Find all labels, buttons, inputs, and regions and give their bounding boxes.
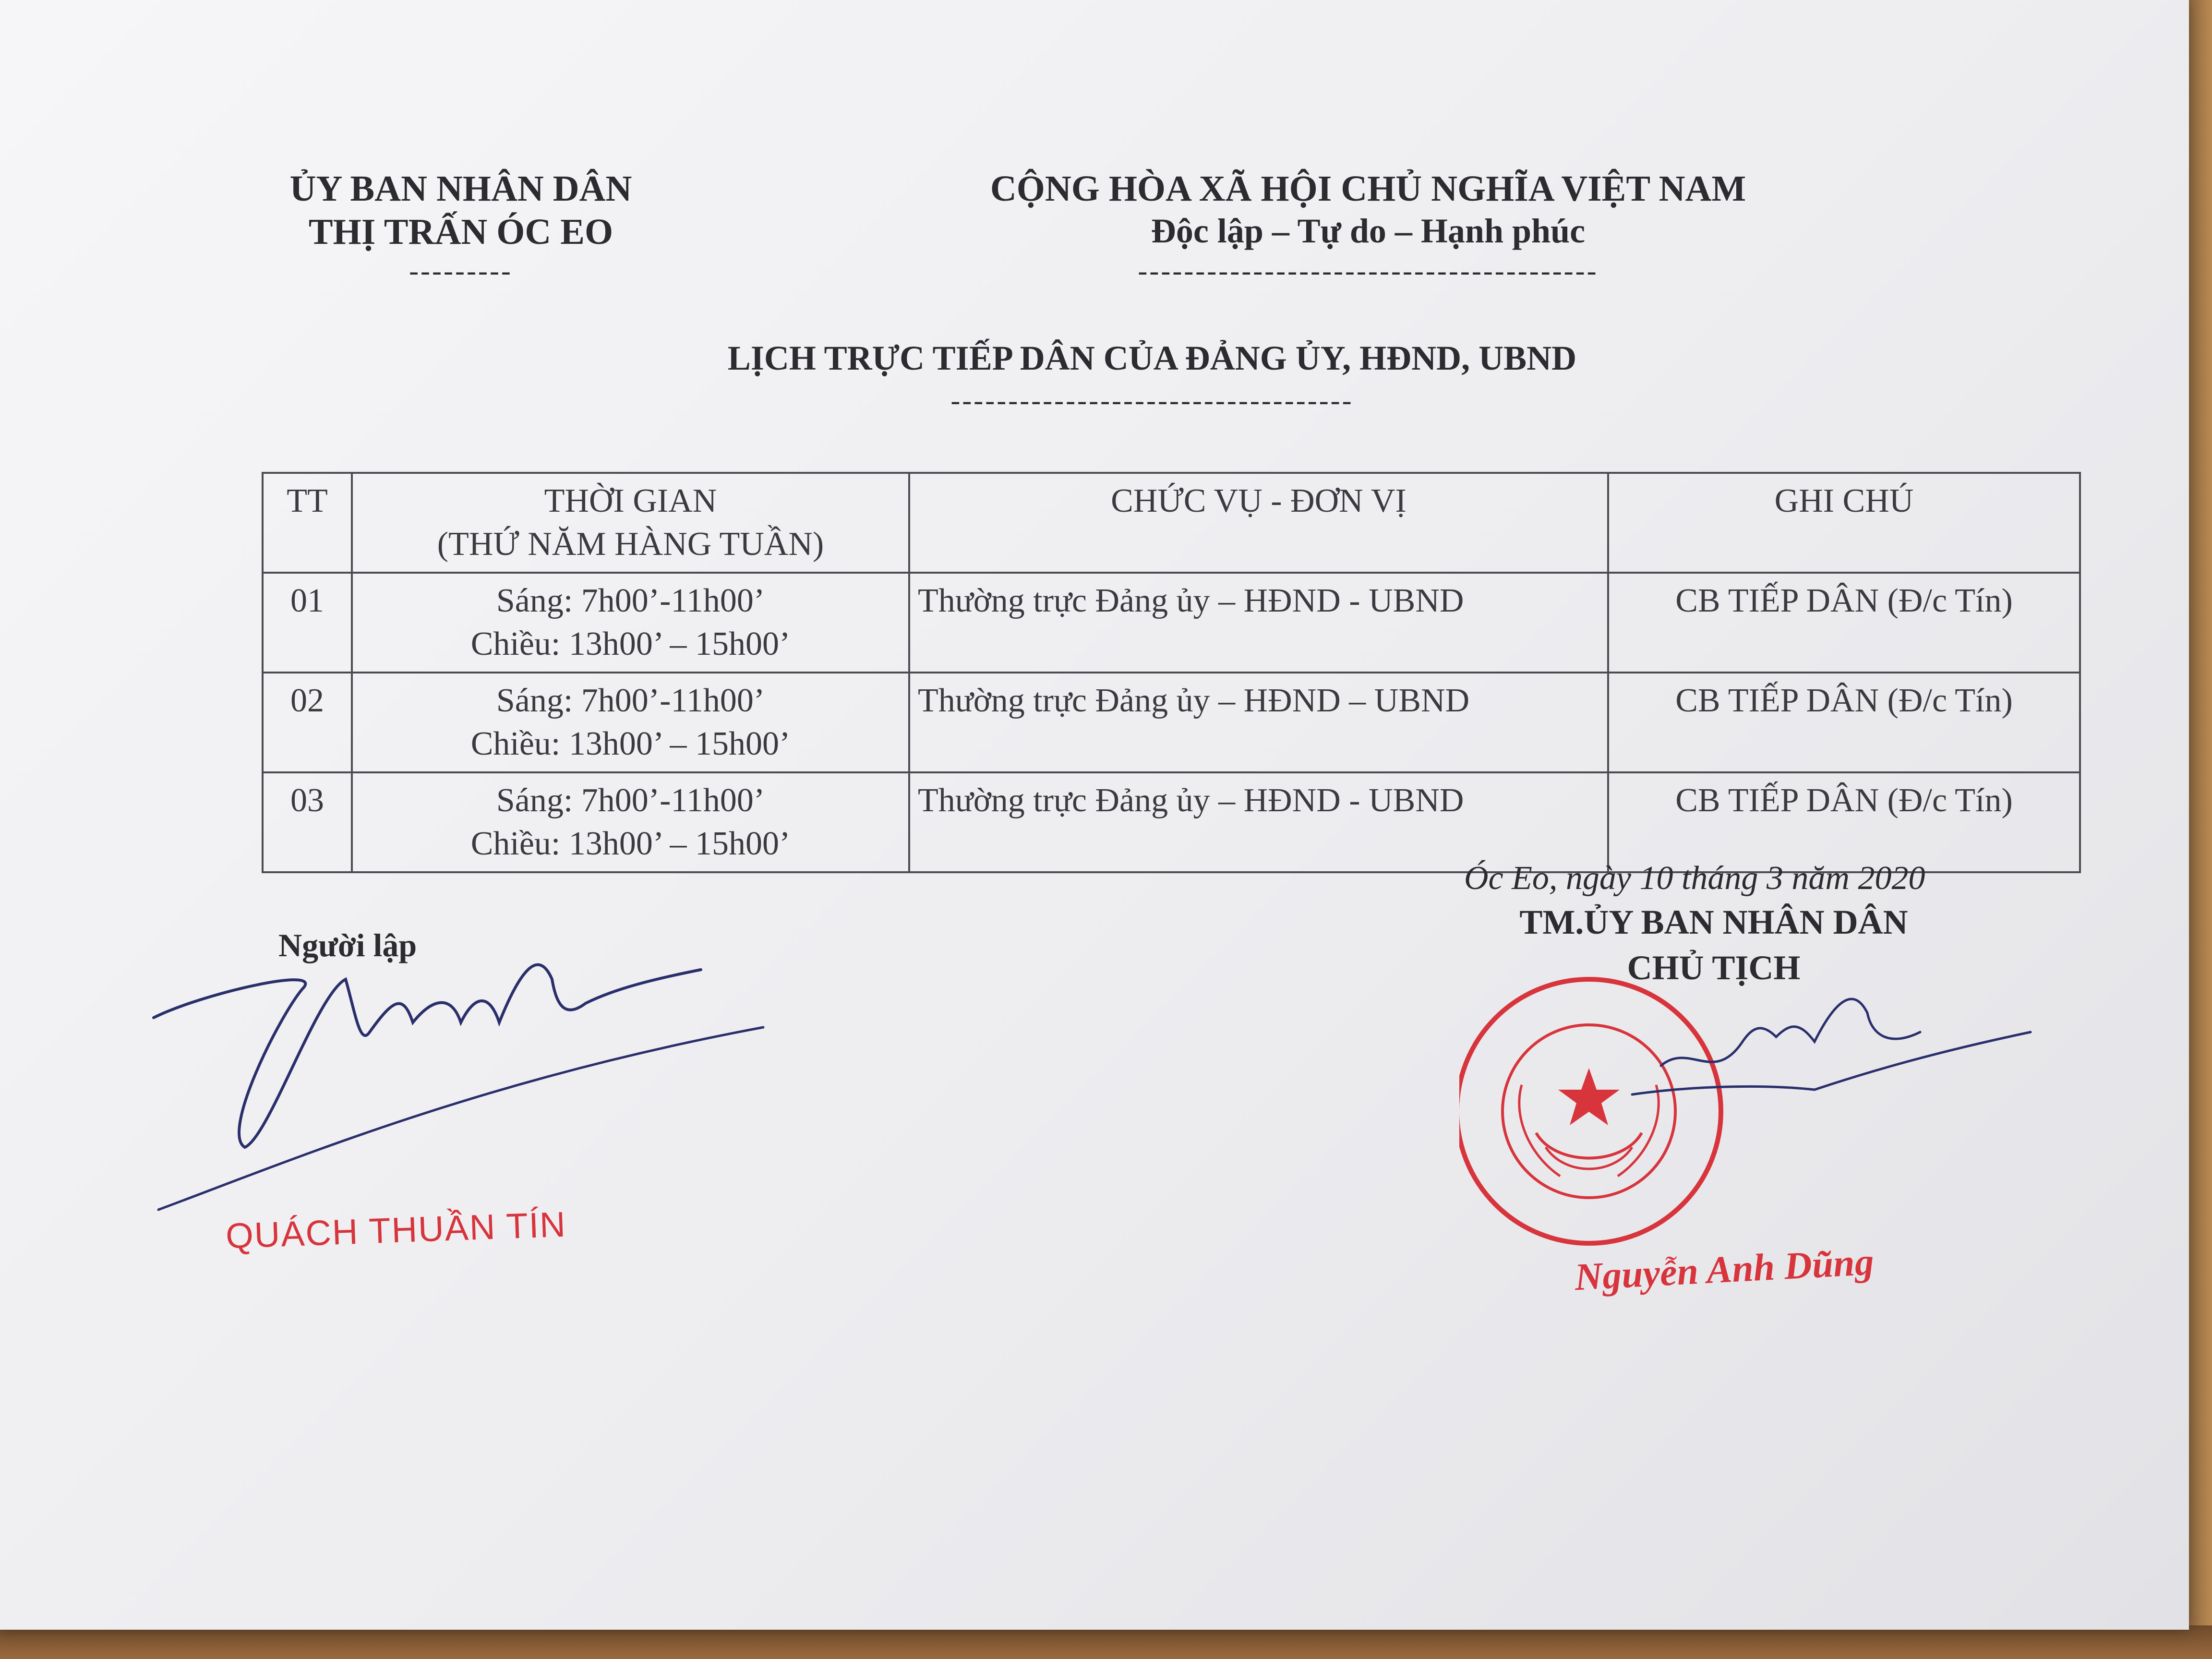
row-position: Thường trực Đảng ủy – HĐND - UBND xyxy=(909,772,1608,872)
nation-motto: Độc lập – Tự do – Hạnh phúc xyxy=(1151,212,1586,250)
row-note: CB TIẾP DÂN (Đ/c Tín) xyxy=(1608,772,2080,872)
preparer-name-stamp: QUÁCH THUẦN TÍN xyxy=(225,1204,567,1256)
preparer-signature xyxy=(144,936,816,1224)
header-position: CHỨC VỤ - ĐƠN VỊ xyxy=(909,473,1608,573)
row-note: CB TIẾP DÂN (Đ/c Tín) xyxy=(1608,673,2080,772)
org-name-line1: ỦY BAN NHÂN DÂN xyxy=(289,168,632,209)
row-time xyxy=(352,573,909,673)
row-time-afternoon: Chiều: 13h00’ – 15h00’ xyxy=(470,625,791,662)
place-date: Óc Eo, ngày 10 tháng 3 năm 2020 xyxy=(1464,860,1925,897)
row-time xyxy=(352,673,909,772)
row-note: CB TIẾP DÂN (Đ/c Tín) xyxy=(1608,573,2080,673)
nation-divider: ---------------------------------------- xyxy=(1138,255,1599,287)
row-tt: 02 xyxy=(263,673,352,772)
row-time-morning: Sáng: 7h00’-11h00’ xyxy=(496,582,765,619)
row-time-afternoon: Chiều: 13h00’ – 15h00’ xyxy=(470,725,791,762)
header-note: GHI CHÚ xyxy=(1608,473,2080,573)
row-position: Thường trực Đảng ủy – HĐND – UBND xyxy=(909,673,1608,772)
nation-name: CỘNG HÒA XÃ HỘI CHỦ NGHĨA VIỆT NAM xyxy=(990,168,1746,209)
preparer-label: Người lập xyxy=(278,927,417,963)
table-header-row xyxy=(263,473,2080,573)
table-row xyxy=(263,673,2080,772)
signer-role-line2: CHỦ TỊCH xyxy=(1627,949,1801,987)
header-time-line2: (THỨ NĂM HÀNG TUẦN) xyxy=(437,526,824,563)
row-time-morning: Sáng: 7h00’-11h00’ xyxy=(496,782,765,819)
table-row xyxy=(263,772,2080,872)
signer-role-line1: TM.ỦY BAN NHÂN DÂN xyxy=(1519,903,1908,941)
wood-background-bottom xyxy=(0,1625,2212,1659)
header-time-line1: THỜI GIAN xyxy=(544,482,717,519)
org-divider: --------- xyxy=(409,255,513,287)
schedule-table xyxy=(262,472,2081,873)
signer-name-stamp: Nguyễn Anh Dũng xyxy=(1574,1240,1875,1299)
header-time xyxy=(352,473,909,573)
row-time-morning: Sáng: 7h00’-11h00’ xyxy=(496,682,765,719)
org-name-line2: THỊ TRẤN ÓC EO xyxy=(308,212,613,252)
document-title: LỊCH TRỰC TIẾP DÂN CỦA ĐẢNG ỦY, HĐND, UBND xyxy=(727,339,1577,377)
row-tt: 03 xyxy=(263,772,352,872)
row-time xyxy=(352,772,909,872)
header-tt: TT xyxy=(263,473,352,573)
table-row xyxy=(263,573,2080,673)
row-position: Thường trực Đảng ủy – HĐND - UBND xyxy=(909,573,1608,673)
title-divider: ----------------------------------- xyxy=(950,385,1354,416)
row-tt: 01 xyxy=(263,573,352,673)
row-time-afternoon: Chiều: 13h00’ – 15h00’ xyxy=(470,825,791,862)
official-seal xyxy=(1459,974,2045,1272)
